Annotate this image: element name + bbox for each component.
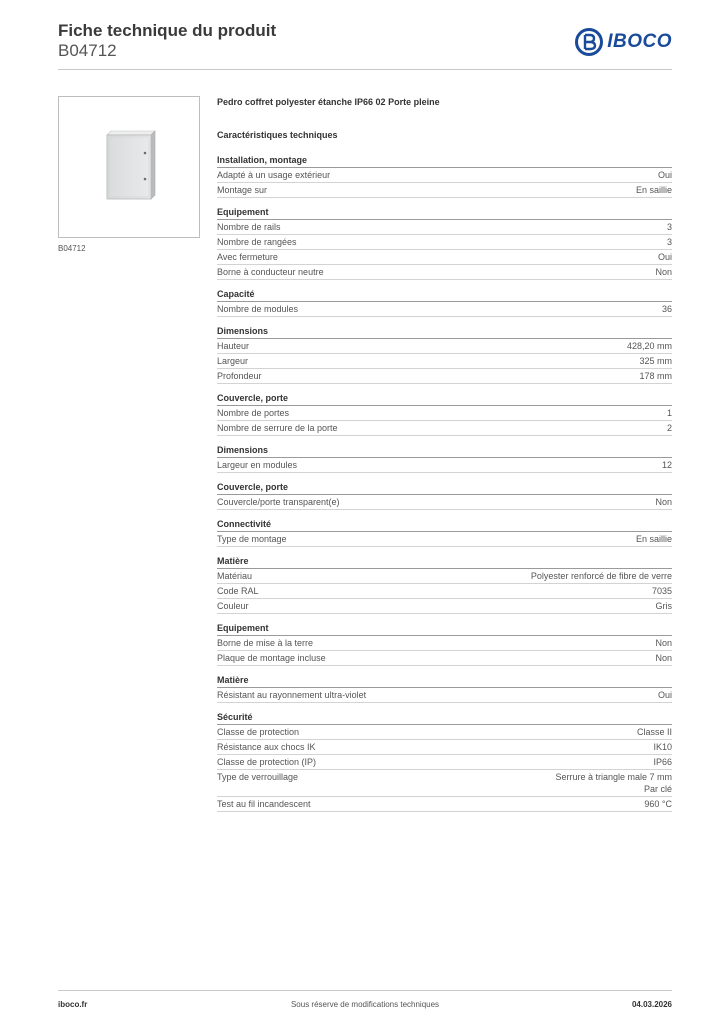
spec-label: Résistant au rayonnement ultra-violet	[217, 690, 367, 700]
section-title: Couvercle, porte	[217, 391, 672, 406]
section-title: Equipement	[217, 205, 672, 220]
spec-value-text: Classe II	[636, 727, 672, 737]
spec-value-text: Oui	[657, 252, 672, 262]
section-title: Sécurité	[217, 710, 672, 725]
spec-value	[636, 184, 672, 196]
spec-label: Largeur en modules	[217, 460, 298, 470]
spec-section	[217, 443, 672, 473]
spec-section	[217, 287, 672, 317]
spec-value-text-secondary: Par clé	[643, 784, 672, 794]
spec-row	[217, 532, 672, 547]
spec-label: Nombre de portes	[217, 408, 290, 418]
spec-content	[217, 96, 672, 812]
spec-section	[217, 621, 672, 666]
spec-section	[217, 554, 672, 614]
section-title: Matière	[217, 554, 672, 569]
specs-heading: Caractéristiques techniques	[217, 130, 338, 140]
spec-value-text: Oui	[657, 690, 672, 700]
spec-label: Largeur	[217, 356, 249, 366]
spec-row	[217, 183, 672, 198]
spec-label: Résistance aux chocs IK	[217, 742, 316, 752]
spec-value-text: En saillie	[635, 534, 672, 544]
spec-value-text: 178 mm	[639, 371, 672, 381]
spec-row	[217, 740, 672, 755]
spec-row	[217, 168, 672, 183]
spec-row	[217, 797, 672, 812]
section-title: Capacité	[217, 287, 672, 302]
spec-value	[531, 570, 672, 582]
spec-value	[555, 771, 672, 795]
spec-value-text: IK10	[653, 742, 672, 752]
spec-row	[217, 302, 672, 317]
spec-sections	[217, 153, 672, 812]
spec-row	[217, 265, 672, 280]
spec-value	[667, 221, 672, 233]
spec-value	[656, 600, 673, 612]
spec-label: Classe de protection	[217, 727, 300, 737]
spec-section	[217, 153, 672, 198]
spec-value-text: 12	[661, 460, 672, 470]
spec-row	[217, 458, 672, 473]
spec-value	[655, 637, 672, 649]
spec-section	[217, 205, 672, 280]
section-title: Installation, montage	[217, 153, 672, 168]
spec-value-text: Non	[655, 267, 672, 277]
page-header	[58, 21, 672, 70]
spec-value-text: 325 mm	[639, 356, 672, 366]
spec-value	[653, 741, 672, 753]
spec-section	[217, 391, 672, 436]
spec-value-text: Polyester renforcé de fibre de verre	[530, 571, 672, 581]
document-title: Fiche technique du produit	[58, 21, 277, 40]
spec-value	[658, 251, 672, 263]
spec-section	[217, 517, 672, 547]
spec-value	[637, 726, 672, 738]
spec-value	[658, 169, 672, 181]
spec-row	[217, 725, 672, 740]
spec-row	[217, 339, 672, 354]
section-title: Couvercle, porte	[217, 480, 672, 495]
spec-label: Borne à conducteur neutre	[217, 267, 324, 277]
logo-text: IBOCO	[607, 31, 672, 52]
spec-value-text: 7035	[651, 586, 672, 596]
spec-label: Matériau	[217, 571, 253, 581]
footer-website: iboco.fr	[58, 1000, 88, 1009]
spec-label: Nombre de modules	[217, 304, 299, 314]
spec-label: Code RAL	[217, 586, 259, 596]
spec-value	[658, 689, 672, 701]
page-footer	[58, 990, 672, 1021]
spec-row	[217, 770, 672, 797]
spec-value-text: Non	[655, 653, 672, 663]
spec-row	[217, 599, 672, 614]
spec-row	[217, 354, 672, 369]
spec-value-text: Non	[655, 497, 672, 507]
spec-value-text: 36	[661, 304, 672, 314]
spec-label: Plaque de montage incluse	[217, 653, 326, 663]
spec-value	[636, 533, 672, 545]
spec-value-text: Oui	[657, 170, 672, 180]
spec-row	[217, 220, 672, 235]
spec-value-text: 428,20 mm	[626, 341, 672, 351]
spec-label: Nombre de serrure de la porte	[217, 423, 338, 433]
spec-label: Classe de protection (IP)	[217, 757, 317, 767]
section-title: Matière	[217, 673, 672, 688]
iboco-logo-icon	[575, 28, 603, 56]
spec-row	[217, 688, 672, 703]
spec-value	[667, 422, 672, 434]
spec-value-text: IP66	[653, 757, 672, 767]
spec-value-text: 2	[666, 423, 672, 433]
spec-value-text: 960 °C	[644, 799, 672, 809]
section-title: Equipement	[217, 621, 672, 636]
brand-logo	[575, 28, 672, 56]
spec-label: Profondeur	[217, 371, 262, 381]
spec-value	[644, 798, 672, 810]
spec-value	[639, 355, 672, 367]
spec-row	[217, 651, 672, 666]
section-title: Connectivité	[217, 517, 672, 532]
spec-row	[217, 636, 672, 651]
spec-label: Hauteur	[217, 341, 250, 351]
spec-label: Type de verrouillage	[217, 772, 299, 782]
spec-value	[653, 756, 672, 768]
spec-value-text: En saillie	[635, 185, 672, 195]
spec-label: Test au fil incandescent	[217, 799, 311, 809]
spec-label: Montage sur	[217, 185, 268, 195]
spec-value-text: 3	[666, 222, 672, 232]
spec-section	[217, 673, 672, 703]
spec-label: Borne de mise à la terre	[217, 638, 314, 648]
spec-value	[655, 266, 672, 278]
spec-value	[662, 303, 672, 315]
spec-value	[655, 496, 672, 508]
spec-row	[217, 250, 672, 265]
spec-row	[217, 369, 672, 384]
spec-label: Avec fermeture	[217, 252, 278, 262]
spec-label: Couvercle/porte transparent(e)	[217, 497, 340, 507]
section-title: Dimensions	[217, 324, 672, 339]
spec-value-text: Serrure à triangle male 7 mm	[555, 772, 672, 782]
footer-disclaimer: Sous réserve de modifications techniques	[290, 1000, 440, 1009]
spec-row	[217, 421, 672, 436]
spec-value-text: 3	[666, 237, 672, 247]
spec-value-text: Gris	[655, 601, 672, 611]
spec-label: Adapté à un usage extérieur	[217, 170, 331, 180]
product-title: Pedro coffret polyester étanche IP66 02 Porte pleine	[217, 97, 440, 107]
spec-value	[667, 236, 672, 248]
spec-label: Nombre de rails	[217, 222, 281, 232]
spec-label: Nombre de rangées	[217, 237, 297, 247]
spec-section	[217, 710, 672, 812]
image-caption: B04712	[58, 244, 86, 253]
spec-row	[217, 569, 672, 584]
product-code: B04712	[58, 41, 117, 60]
spec-row	[217, 495, 672, 510]
section-title: Dimensions	[217, 443, 672, 458]
product-image	[58, 96, 200, 238]
spec-row	[217, 755, 672, 770]
spec-label: Type de montage	[217, 534, 287, 544]
spec-value	[627, 340, 672, 352]
spec-value	[667, 407, 672, 419]
footer-date: 04.03.2026	[631, 1000, 672, 1009]
spec-section	[217, 324, 672, 384]
spec-value	[662, 459, 672, 471]
spec-value-text: 1	[666, 408, 672, 418]
spec-section	[217, 480, 672, 510]
spec-value	[655, 652, 672, 664]
spec-value-text: Non	[655, 638, 672, 648]
spec-row	[217, 235, 672, 250]
spec-value	[639, 370, 672, 382]
spec-row	[217, 584, 672, 599]
spec-row	[217, 406, 672, 421]
spec-value	[652, 585, 672, 597]
enclosure-illustration	[59, 97, 199, 237]
spec-label: Couleur	[217, 601, 249, 611]
